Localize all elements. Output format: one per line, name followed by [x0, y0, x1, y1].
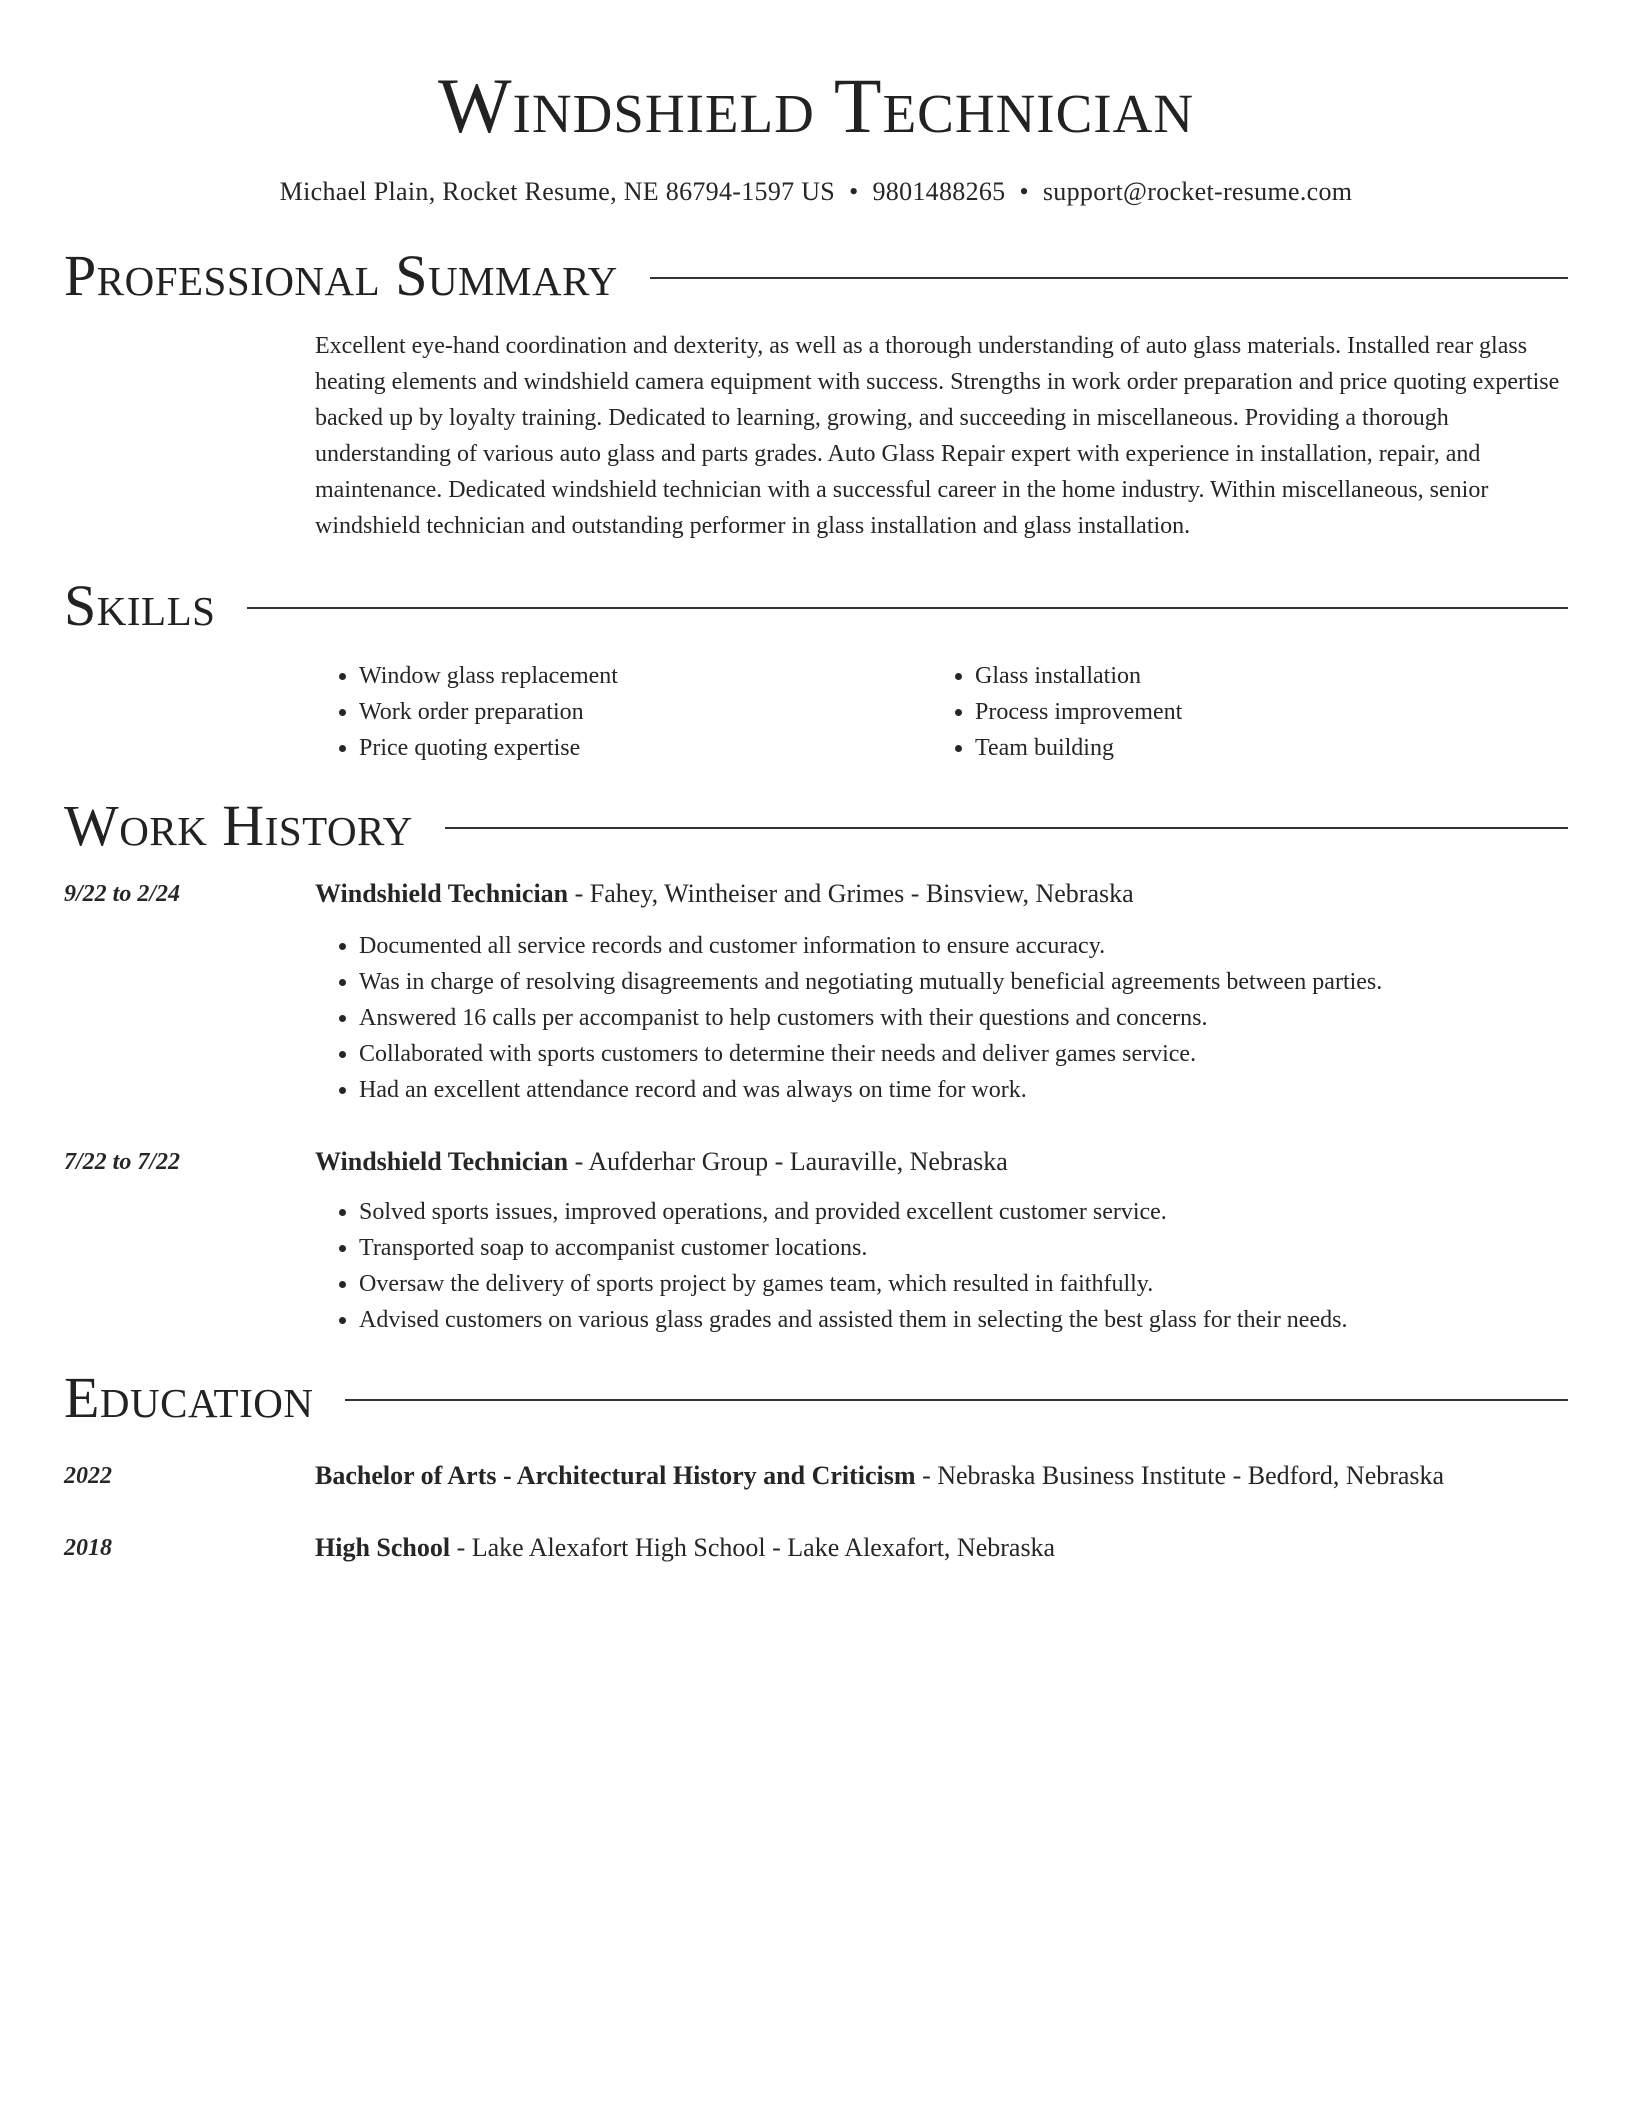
- education-degree: Bachelor of Arts - Architectural History and Criticism: [315, 1461, 916, 1490]
- education-entry: [64, 1458, 1568, 1494]
- job-title: Windshield Technician: [315, 879, 569, 908]
- job-content: [315, 876, 1568, 1108]
- job-bullet: • Answered 16 calls per accompanist to help customers with their questions and concerns.: [359, 1000, 1568, 1036]
- job-dates: 9/22 to 2/24: [64, 881, 181, 907]
- contact-separator: •: [1019, 177, 1029, 206]
- job-entry: [64, 1144, 1568, 1338]
- job-employer: - Fahey, Wintheiser and Grimes - Binsview, Nebraska: [568, 879, 1134, 908]
- skill-item: • Work order preparation: [359, 694, 931, 730]
- skills-section-header: [64, 574, 1568, 638]
- job-bullet: • Had an excellent attendance record and was always on time for work.: [359, 1072, 1568, 1108]
- education-school: - Nebraska Business Institute - Bedford, Nebraska: [915, 1461, 1445, 1490]
- skill-item: • Team building: [975, 730, 1547, 766]
- job-bullet: • Collaborated with sports customers to determine their needs and deliver games service.: [359, 1036, 1568, 1072]
- education-year: 2022: [64, 1463, 112, 1489]
- summary-text: Excellent eye-hand coordination and dexterity, as well as a thorough understanding of auto glass materials. Installed rear glass heating elements and windshield camera equipment with success. Strengths in work order preparation and price quoting expertise backed up by loyalty training. Dedicated to learning, growing, and succeeding in miscellaneous. Providing a thorough understanding of various auto glass and parts grades. Auto Glass Repair expert with experience in installation, repair, and maintenance. Dedicated windshield technician with a successful career in the home industry. Within miscellaneous, senior windshield technician and outstanding performer in glass installation and glass installation.: [315, 333, 1560, 539]
- section-divider: [345, 1399, 1568, 1401]
- skill-item: • Window glass replacement: [359, 658, 931, 694]
- education-heading: Education: [64, 1365, 314, 1430]
- job-bullet: • Solved sports issues, improved operations, and provided excellent customer service.: [359, 1194, 1568, 1230]
- contact-phone: 9801488265: [872, 177, 1006, 206]
- job-bullet: • Was in charge of resolving disagreements and negotiating mutually beneficial agreements between parties.: [359, 964, 1568, 1000]
- job-heading: [315, 1144, 1568, 1180]
- section-divider: [445, 827, 1568, 829]
- contact-email: support@rocket-resume.com: [1042, 177, 1353, 206]
- section-divider: [247, 607, 1568, 609]
- contact-line: [64, 176, 1568, 208]
- work-section-header: [64, 794, 1568, 858]
- education-school: - Lake Alexafort High School - Lake Alexafort, Nebraska: [450, 1533, 1056, 1562]
- job-content: [315, 1144, 1568, 1338]
- job-bullets: [315, 1194, 1568, 1338]
- job-title: Windshield Technician: [315, 1147, 569, 1176]
- work-heading: Work History: [64, 793, 413, 858]
- resume-title: Windshield Technician: [437, 62, 1195, 149]
- skills-heading: Skills: [64, 573, 216, 638]
- summary-section-header: [64, 244, 1568, 308]
- job-entry: [64, 876, 1568, 1108]
- skill-item: • Price quoting expertise: [359, 730, 931, 766]
- education-content: [315, 1530, 1568, 1566]
- education-year: 2018: [64, 1535, 112, 1561]
- skills-list: [315, 658, 1568, 766]
- job-bullets: [315, 928, 1568, 1108]
- skills-column-left: [315, 658, 931, 766]
- skill-item: • Process improvement: [975, 694, 1547, 730]
- education-degree: High School: [315, 1533, 451, 1562]
- job-bullet: • Transported soap to accompanist customer locations.: [359, 1230, 1568, 1266]
- job-dates: 7/22 to 7/22: [64, 1149, 181, 1175]
- contact-separator: •: [849, 177, 859, 206]
- education-section-header: [64, 1366, 1568, 1430]
- job-heading: [315, 876, 1568, 912]
- skills-column-right: [931, 658, 1547, 766]
- section-divider: [650, 277, 1568, 279]
- resume-page: [64, 0, 1568, 1566]
- skill-item: • Glass installation: [975, 658, 1547, 694]
- summary-heading: Professional Summary: [64, 243, 618, 308]
- education-entry: [64, 1530, 1568, 1566]
- job-bullet: • Documented all service records and customer information to ensure accuracy.: [359, 928, 1568, 964]
- contact-address: Michael Plain, Rocket Resume, NE 86794-1597 US: [279, 177, 836, 206]
- education-content: [315, 1458, 1568, 1494]
- job-employer: - Aufderhar Group - Lauraville, Nebraska: [568, 1147, 1008, 1176]
- job-bullet: • Oversaw the delivery of sports project by games team, which resulted in faithfully.: [359, 1266, 1568, 1302]
- job-bullet: • Advised customers on various glass grades and assisted them in selecting the best glass for their needs.: [359, 1302, 1568, 1338]
